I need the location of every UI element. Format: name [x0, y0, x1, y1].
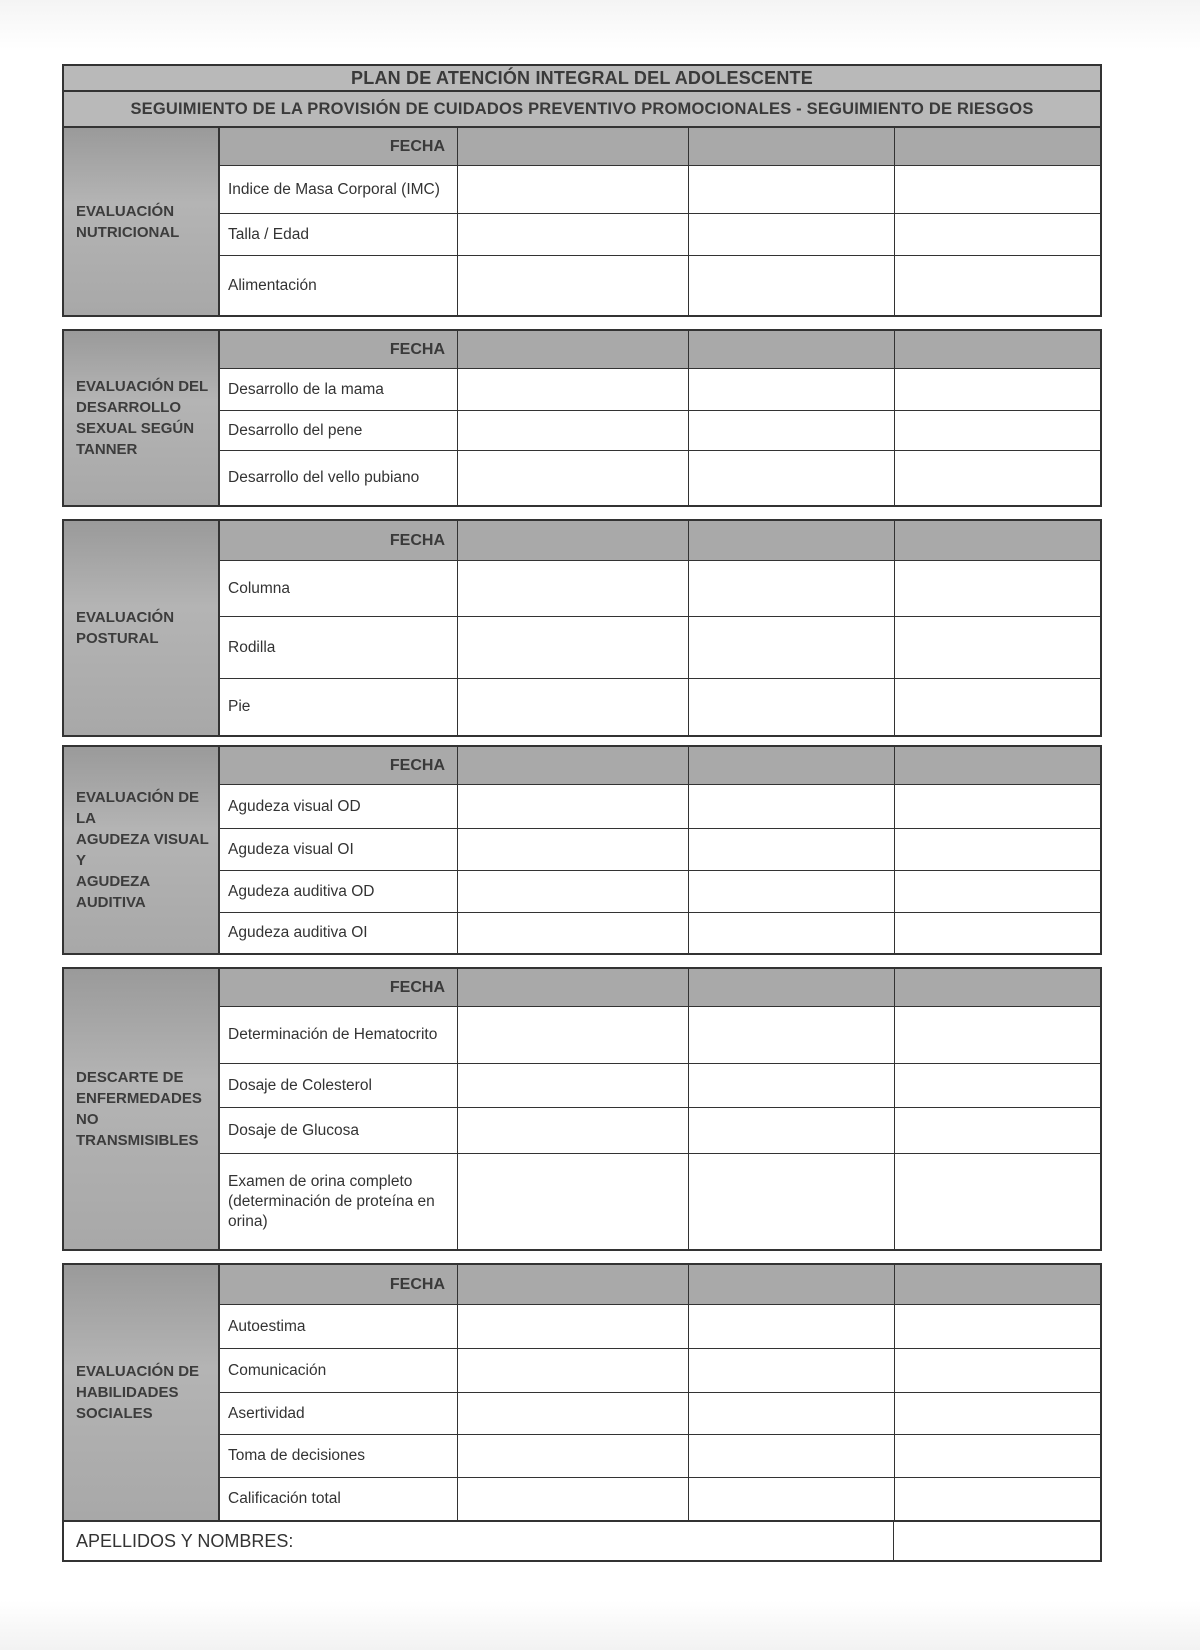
- table-row: [220, 1108, 1100, 1154]
- entry-cell[interactable]: [895, 785, 1100, 828]
- table-row: [220, 451, 1100, 505]
- entry-cell[interactable]: [689, 1007, 895, 1063]
- entry-cell[interactable]: [458, 166, 689, 213]
- entry-cell[interactable]: [689, 913, 895, 953]
- entry-cell[interactable]: [689, 679, 895, 735]
- row-label: Pie: [220, 679, 458, 735]
- entry-cell[interactable]: [895, 256, 1100, 315]
- fecha-row: [220, 1265, 1100, 1305]
- entry-cell[interactable]: [689, 411, 895, 450]
- entry-cell[interactable]: [458, 214, 689, 255]
- table-row: [220, 1349, 1100, 1393]
- name-field[interactable]: APELLIDOS Y NOMBRES:: [64, 1522, 894, 1560]
- section-label: EVALUACIÓN POSTURAL: [64, 521, 220, 735]
- row-label: Dosaje de Colesterol: [220, 1064, 458, 1107]
- adolescent-care-form: [62, 64, 1102, 1562]
- entry-cell[interactable]: [458, 256, 689, 315]
- entry-cell[interactable]: [458, 829, 689, 870]
- entry-cell[interactable]: [689, 1154, 895, 1249]
- table-row: [220, 1064, 1100, 1108]
- fecha-cell-1[interactable]: [458, 747, 689, 784]
- row-label: Rodilla: [220, 617, 458, 678]
- section-label: DESCARTE DE ENFERMEDADES NO TRANSMISIBLES: [64, 969, 220, 1249]
- entry-cell[interactable]: [895, 829, 1100, 870]
- entry-cell[interactable]: [458, 1393, 689, 1434]
- entry-cell[interactable]: [895, 1064, 1100, 1107]
- entry-cell[interactable]: [458, 1349, 689, 1392]
- table-row: [220, 1393, 1100, 1435]
- form-title: PLAN DE ATENCIÓN INTEGRAL DEL ADOLESCENTE: [62, 64, 1102, 92]
- entry-cell[interactable]: [895, 1108, 1100, 1153]
- entry-cell[interactable]: [895, 1305, 1100, 1348]
- row-label: Columna: [220, 561, 458, 616]
- entry-cell[interactable]: [895, 451, 1100, 505]
- fecha-label: FECHA: [220, 331, 458, 368]
- table-row: [220, 411, 1100, 451]
- fecha-cell-3[interactable]: [895, 521, 1100, 560]
- fecha-label: FECHA: [220, 747, 458, 784]
- name-row: [62, 1522, 1102, 1562]
- row-label: Calificación total: [220, 1478, 458, 1520]
- form-subtitle: SEGUIMIENTO DE LA PROVISIÓN DE CUIDADOS PREVENTIVO PROMOCIONALES - SEGUIMIENTO DE RIESGOS: [62, 92, 1102, 128]
- entry-cell[interactable]: [458, 451, 689, 505]
- entry-cell[interactable]: [689, 561, 895, 616]
- row-label: Agudeza visual OI: [220, 829, 458, 870]
- fecha-cell-2[interactable]: [689, 969, 895, 1006]
- entry-cell[interactable]: [689, 166, 895, 213]
- section-label: EVALUACIÓN DE HABILIDADES SOCIALES: [64, 1265, 220, 1520]
- row-label: Indice de Masa Corporal (IMC): [220, 166, 458, 213]
- entry-cell[interactable]: [689, 214, 895, 255]
- table-row: [220, 785, 1100, 829]
- entry-cell[interactable]: [689, 1478, 895, 1520]
- entry-cell[interactable]: [895, 679, 1100, 735]
- fecha-cell-2[interactable]: [689, 331, 895, 368]
- row-label: Desarrollo del pene: [220, 411, 458, 450]
- fecha-cell-3[interactable]: [895, 747, 1100, 784]
- fecha-label: FECHA: [220, 1265, 458, 1304]
- entry-cell[interactable]: [895, 1154, 1100, 1249]
- entry-cell[interactable]: [895, 913, 1100, 953]
- section-gap: [62, 737, 1102, 745]
- entry-cell[interactable]: [895, 1393, 1100, 1434]
- fecha-cell-1[interactable]: [458, 1265, 689, 1304]
- entry-cell[interactable]: [458, 871, 689, 912]
- entry-cell[interactable]: [458, 561, 689, 616]
- row-label: Examen de orina completo (determinación de proteína en orina): [220, 1154, 458, 1249]
- section-label: EVALUACIÓN DE LA AGUDEZA VISUAL Y AGUDEZA AUDITIVA: [64, 747, 220, 953]
- row-label: Agudeza visual OD: [220, 785, 458, 828]
- entry-cell[interactable]: [895, 1349, 1100, 1392]
- section-postural: [62, 519, 1102, 737]
- section-gap: [62, 955, 1102, 967]
- section-habilidades: [62, 1263, 1102, 1522]
- entry-cell[interactable]: [895, 617, 1100, 678]
- table-row: [220, 1305, 1100, 1349]
- entry-cell[interactable]: [458, 1064, 689, 1107]
- table-row: [220, 166, 1100, 214]
- table-row: [220, 256, 1100, 315]
- table-row: [220, 561, 1100, 617]
- entry-cell[interactable]: [689, 785, 895, 828]
- entry-cell[interactable]: [689, 1349, 895, 1392]
- entry-cell[interactable]: [895, 214, 1100, 255]
- row-label: Toma de decisiones: [220, 1435, 458, 1477]
- fecha-cell-3[interactable]: [895, 331, 1100, 368]
- entry-cell[interactable]: [689, 1435, 895, 1477]
- table-row: [220, 617, 1100, 679]
- section-table: [220, 128, 1100, 315]
- row-label: Agudeza auditiva OD: [220, 871, 458, 912]
- entry-cell[interactable]: [689, 829, 895, 870]
- entry-cell[interactable]: [895, 1478, 1100, 1520]
- entry-cell[interactable]: [458, 1435, 689, 1477]
- table-row: [220, 679, 1100, 735]
- table-row: [220, 829, 1100, 871]
- fecha-row: [220, 128, 1100, 166]
- row-label: Comunicación: [220, 1349, 458, 1392]
- section-gap: [62, 317, 1102, 329]
- fecha-cell-2[interactable]: [689, 1265, 895, 1304]
- entry-cell[interactable]: [895, 561, 1100, 616]
- fecha-cell-2[interactable]: [689, 128, 895, 165]
- entry-cell[interactable]: [458, 1108, 689, 1153]
- fecha-row: [220, 747, 1100, 785]
- entry-cell[interactable]: [458, 617, 689, 678]
- table-row: [220, 913, 1100, 953]
- fecha-row: [220, 331, 1100, 369]
- table-row: [220, 214, 1100, 256]
- section-label: EVALUACIÓN DEL DESARROLLO SEXUAL SEGÚN TANNER: [64, 331, 220, 505]
- entry-cell[interactable]: [689, 256, 895, 315]
- fecha-row: [220, 969, 1100, 1007]
- entry-cell[interactable]: [689, 1305, 895, 1348]
- table-row: [220, 1154, 1100, 1249]
- fecha-cell-3[interactable]: [895, 128, 1100, 165]
- row-label: Asertividad: [220, 1393, 458, 1434]
- row-label: Agudeza auditiva OI: [220, 913, 458, 953]
- fecha-cell-1[interactable]: [458, 969, 689, 1006]
- row-label: Talla / Edad: [220, 214, 458, 255]
- entry-cell[interactable]: [458, 785, 689, 828]
- entry-cell[interactable]: [458, 679, 689, 735]
- fecha-label: FECHA: [220, 521, 458, 560]
- entry-cell[interactable]: [895, 369, 1100, 410]
- entry-cell[interactable]: [458, 411, 689, 450]
- table-row: [220, 871, 1100, 913]
- fecha-cell-2[interactable]: [689, 747, 895, 784]
- section-tanner: [62, 329, 1102, 507]
- table-row: [220, 369, 1100, 411]
- fecha-cell-1[interactable]: [458, 128, 689, 165]
- fecha-cell-3[interactable]: [895, 1265, 1100, 1304]
- row-label: Desarrollo de la mama: [220, 369, 458, 410]
- entry-cell[interactable]: [689, 369, 895, 410]
- entry-cell[interactable]: [895, 166, 1100, 213]
- entry-cell[interactable]: [458, 1007, 689, 1063]
- row-label: Autoestima: [220, 1305, 458, 1348]
- section-agudeza: [62, 745, 1102, 955]
- section-table: [220, 747, 1100, 953]
- entry-cell[interactable]: [458, 369, 689, 410]
- table-row: [220, 1478, 1100, 1520]
- entry-cell[interactable]: [458, 1305, 689, 1348]
- entry-cell[interactable]: [689, 871, 895, 912]
- row-label: Determinación de Hematocrito: [220, 1007, 458, 1063]
- entry-cell[interactable]: [895, 1435, 1100, 1477]
- fecha-cell-3[interactable]: [895, 969, 1100, 1006]
- table-row: [220, 1435, 1100, 1478]
- entry-cell[interactable]: [895, 1007, 1100, 1063]
- row-label: Desarrollo del vello pubiano: [220, 451, 458, 505]
- section-gap: [62, 1251, 1102, 1263]
- entry-cell[interactable]: [689, 1108, 895, 1153]
- row-label: Alimentación: [220, 256, 458, 315]
- fecha-cell-1[interactable]: [458, 521, 689, 560]
- section-table: [220, 969, 1100, 1249]
- entry-cell[interactable]: [458, 1478, 689, 1520]
- entry-cell[interactable]: [689, 1393, 895, 1434]
- fecha-row: [220, 521, 1100, 561]
- fecha-cell-2[interactable]: [689, 521, 895, 560]
- section-table: [220, 331, 1100, 505]
- section-nutricional: [62, 128, 1102, 317]
- section-descarte: [62, 967, 1102, 1251]
- section-table: [220, 1265, 1100, 1520]
- entry-cell[interactable]: [689, 617, 895, 678]
- entry-cell[interactable]: [895, 871, 1100, 912]
- row-label: Dosaje de Glucosa: [220, 1108, 458, 1153]
- name-extra-cell[interactable]: [894, 1522, 1100, 1560]
- fecha-cell-1[interactable]: [458, 331, 689, 368]
- entry-cell[interactable]: [689, 1064, 895, 1107]
- section-table: [220, 521, 1100, 735]
- table-row: [220, 1007, 1100, 1064]
- entry-cell[interactable]: [895, 411, 1100, 450]
- entry-cell[interactable]: [458, 913, 689, 953]
- entry-cell[interactable]: [458, 1154, 689, 1249]
- section-gap: [62, 507, 1102, 519]
- fecha-label: FECHA: [220, 128, 458, 165]
- section-label: EVALUACIÓN NUTRICIONAL: [64, 128, 220, 315]
- entry-cell[interactable]: [689, 451, 895, 505]
- fecha-label: FECHA: [220, 969, 458, 1006]
